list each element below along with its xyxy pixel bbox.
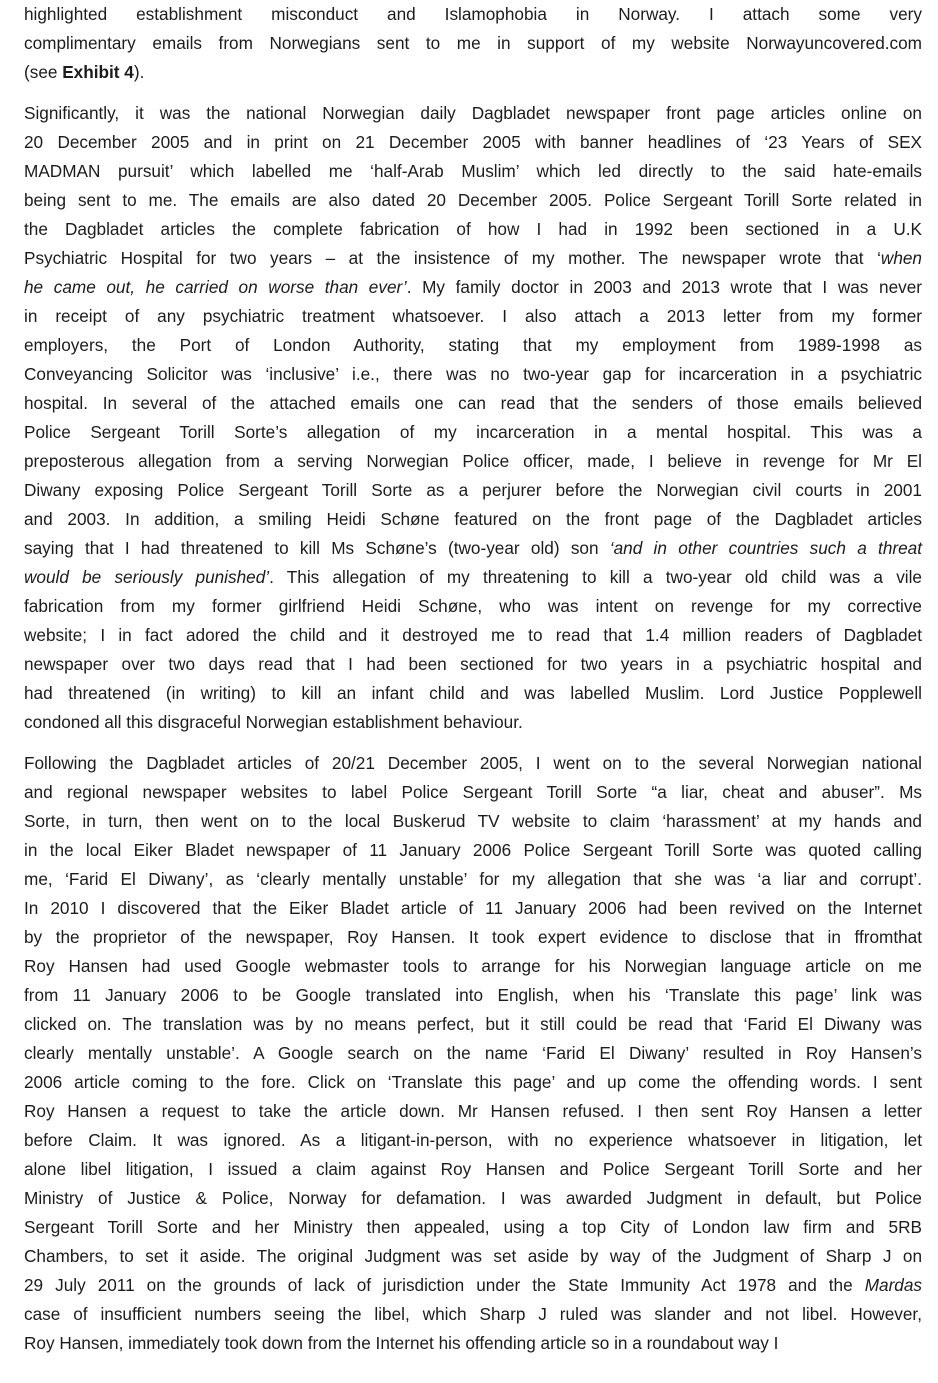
- text-line: [24, 807, 922, 836]
- text-segment: Chambers, to set it aside. The original Judgment was set aside by way of the Judgment of Sharp J on: [24, 1246, 922, 1266]
- text-line: [24, 58, 922, 87]
- text-line: [24, 1271, 922, 1300]
- text-line: [24, 894, 922, 923]
- text-line: [24, 99, 922, 128]
- text-segment: ).: [133, 62, 145, 82]
- text-line: [24, 650, 922, 679]
- italic-text: when: [880, 248, 922, 268]
- text-segment: . This allegation of my threatening to kill a two-year old child was a vile: [269, 567, 922, 587]
- text-line: [24, 534, 922, 563]
- text-line: [24, 621, 922, 650]
- text-line: [24, 29, 922, 58]
- paragraph: [24, 99, 922, 737]
- text-segment: and 2003. In addition, a smiling Heidi Schøne featured on the front page of the Dagbladet articles: [24, 509, 922, 529]
- text-line: [24, 1242, 922, 1271]
- text-line: [24, 157, 922, 186]
- text-line: [24, 186, 922, 215]
- text-segment: from 11 January 2006 to be Google translated into English, when his ‘Translate this page’ link was: [24, 985, 922, 1005]
- text-segment: and regional newspaper websites to label Police Sergeant Torill Sorte “a liar, cheat and abuser”. Ms: [24, 782, 922, 802]
- italic-text: Mardas: [864, 1275, 922, 1295]
- text-segment: Roy Hansen, immediately took down from the Internet his offending article so in a roundabout way I: [24, 1333, 779, 1353]
- text-segment: condoned all this disgraceful Norwegian establishment behaviour.: [24, 712, 523, 732]
- text-segment: . My family doctor in 2003 and 2013 wrote that I was never: [406, 277, 923, 297]
- text-line: [24, 952, 922, 981]
- text-segment: case of insufficient numbers seeing the libel, which Sharp J ruled was slander and not libel. However,: [24, 1304, 922, 1324]
- text-segment: fabrication from my former girlfriend Heidi Schøne, who was intent on revenge for my corrective: [24, 596, 922, 616]
- text-segment: clicked on. The translation was by no means perfect, but it still could be read that ‘Farid El Diwany was: [24, 1014, 922, 1034]
- text-line: [24, 1155, 922, 1184]
- text-line: [24, 1213, 922, 1242]
- text-line: [24, 215, 922, 244]
- text-segment: highlighted establishment misconduct and Islamophobia in Norway. I attach some very: [24, 4, 922, 24]
- text-line: [24, 273, 922, 302]
- text-line: [24, 592, 922, 621]
- italic-text: he came out, he carried on worse than ever’: [24, 277, 407, 297]
- text-line: [24, 360, 922, 389]
- text-segment: Roy Hansen had used Google webmaster tools to arrange for his Norwegian language article on me: [24, 956, 922, 976]
- text-segment: the Dagbladet articles the complete fabrication of how I had in 1992 been sectioned in a U.K: [24, 219, 922, 239]
- text-line: [24, 1126, 922, 1155]
- text-line: [24, 749, 922, 778]
- text-segment: 29 July 2011 on the grounds of lack of jurisdiction under the State Immunity Act 1978 and the: [24, 1275, 865, 1295]
- text-line: [24, 244, 922, 273]
- text-segment: had threatened (in writing) to kill an infant child and was labelled Muslim. Lord Justice Popplewell: [24, 683, 922, 703]
- text-segment: Conveyancing Solicitor was ‘inclusive’ i.e., there was no two-year gap for incarceration in a psychiatric: [24, 364, 922, 384]
- text-segment: (see: [24, 62, 63, 82]
- text-segment: being sent to me. The emails are also dated 20 December 2005. Police Sergeant Torill Sorte related in: [24, 190, 922, 210]
- text-line: [24, 1039, 922, 1068]
- text-segment: saying that I had threatened to kill Ms Schøne’s (two-year old) son: [24, 538, 610, 558]
- text-line: [24, 1329, 922, 1358]
- text-line: [24, 389, 922, 418]
- text-segment: by the proprietor of the newspaper, Roy Hansen. It took expert evidence to disclose that in ffromthat: [24, 927, 922, 947]
- text-segment: website; I in fact adored the child and it destroyed me to read that 1.4 million readers of Dagbladet: [24, 625, 922, 645]
- text-segment: Significantly, it was the national Norwegian daily Dagbladet newspaper front page articles online on: [24, 103, 922, 123]
- text-segment: before Claim. It was ignored. As a litigant-in-person, with no experience whatsoever in litigation, let: [24, 1130, 922, 1150]
- text-line: [24, 1068, 922, 1097]
- text-line: [24, 447, 922, 476]
- paragraph-gap: [24, 87, 922, 99]
- text-line: [24, 778, 922, 807]
- text-line: [24, 865, 922, 894]
- text-line: [24, 836, 922, 865]
- text-segment: me, ‘Farid El Diwany’, as ‘clearly mentally unstable’ for my allegation that she was ‘a liar and corrupt’.: [24, 869, 922, 889]
- text-segment: in the local Eiker Bladet newspaper of 11 January 2006 Police Sergeant Torill Sorte was quoted calling: [24, 840, 922, 860]
- document-page: [24, 0, 922, 1358]
- text-line: [24, 708, 922, 737]
- italic-text: ‘and in other countries such a threat: [609, 538, 922, 558]
- text-segment: hospital. In several of the attached emails one can read that the senders of those emails believed: [24, 393, 922, 413]
- text-line: [24, 418, 922, 447]
- text-segment: Following the Dagbladet articles of 20/21 December 2005, I went on to the several Norwegian national: [24, 753, 922, 773]
- text-line: [24, 679, 922, 708]
- text-segment: Sergeant Torill Sorte and her Ministry then appealed, using a top City of London law firm and 5RB: [24, 1217, 922, 1237]
- paragraph-gap: [24, 737, 922, 749]
- text-segment: Sorte, in turn, then went on to the local Buskerud TV website to claim ‘harassment’ at my hands and: [24, 811, 922, 831]
- text-segment: In 2010 I discovered that the Eiker Bladet article of 11 January 2006 had been revived on the Internet: [24, 898, 922, 918]
- italic-text: would be seriously punished’: [24, 567, 270, 587]
- text-segment: employers, the Port of London Authority, stating that my employment from 1989-1998 as: [24, 335, 922, 355]
- text-line: [24, 1097, 922, 1126]
- text-segment: clearly mentally unstable’. A Google search on the name ‘Farid El Diwany’ resulted in Roy Hansen’s: [24, 1043, 922, 1063]
- text-line: [24, 563, 922, 592]
- text-segment: Roy Hansen a request to take the article down. Mr Hansen refused. I then sent Roy Hansen a letter: [24, 1101, 922, 1121]
- text-segment: Diwany exposing Police Sergeant Torill Sorte as a perjurer before the Norwegian civil courts in 2001: [24, 480, 922, 500]
- text-line: [24, 923, 922, 952]
- text-line: [24, 505, 922, 534]
- text-line: [24, 128, 922, 157]
- text-segment: 20 December 2005 and in print on 21 December 2005 with banner headlines of ‘23 Years of SEX: [24, 132, 922, 152]
- text-segment: newspaper over two days read that I had been sectioned for two years in a psychiatric hospital and: [24, 654, 922, 674]
- paragraph: [24, 749, 922, 1358]
- text-line: [24, 1010, 922, 1039]
- text-segment: preposterous allegation from a serving Norwegian Police officer, made, I believe in revenge for Mr El: [24, 451, 922, 471]
- text-line: [24, 0, 922, 29]
- text-segment: 2006 article coming to the fore. Click on ‘Translate this page’ and up come the offending words. I sent: [24, 1072, 922, 1092]
- text-segment: alone libel litigation, I issued a claim against Roy Hansen and Police Sergeant Torill Sorte and her: [24, 1159, 922, 1179]
- text-segment: Police Sergeant Torill Sorte’s allegation of my incarceration in a mental hospital. This was a: [24, 422, 922, 442]
- text-segment: complimentary emails from Norwegians sent to me in support of my website Norwayuncovered.com: [24, 33, 922, 53]
- text-segment: Ministry of Justice & Police, Norway for defamation. I was awarded Judgment in default, but Police: [24, 1188, 922, 1208]
- text-line: [24, 476, 922, 505]
- text-segment: Psychiatric Hospital for two years – at the insistence of my mother. The newspaper wrote that ‘: [24, 248, 881, 268]
- text-line: [24, 981, 922, 1010]
- bold-text: Exhibit 4: [62, 62, 134, 82]
- paragraph: [24, 0, 922, 87]
- text-segment: in receipt of any psychiatric treatment whatsoever. I also attach a 2013 letter from my former: [24, 306, 922, 326]
- text-line: [24, 302, 922, 331]
- text-line: [24, 1184, 922, 1213]
- text-segment: MADMAN pursuit’ which labelled me ‘half-Arab Muslim’ which led directly to the said hate-emails: [24, 161, 922, 181]
- text-line: [24, 331, 922, 360]
- text-line: [24, 1300, 922, 1329]
